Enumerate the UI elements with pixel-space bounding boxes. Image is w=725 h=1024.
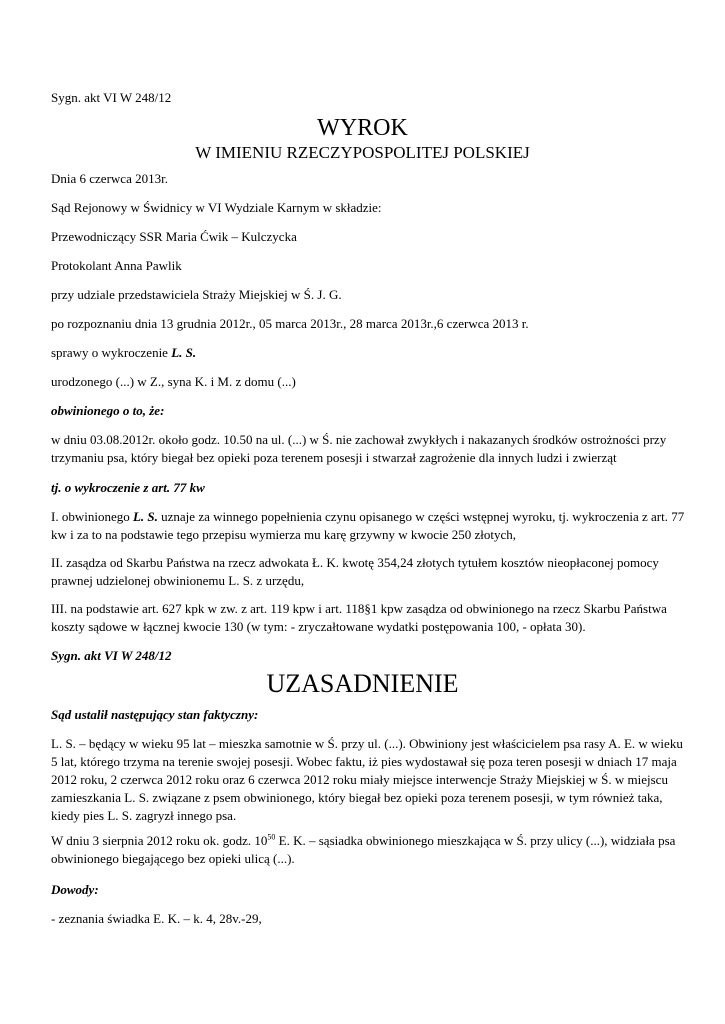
ruling-1-prefix: I. obwinionego bbox=[51, 509, 133, 524]
date-line: Dnia 6 czerwca 2013r. bbox=[51, 171, 168, 186]
facts-2-text: E. K. – sąsiadka obwinionego mieszkająca w Ś. przy ulicy (...), widziała psa obwinionego biegającego bez opieki ulicą (...). bbox=[51, 833, 676, 866]
facts-paragraph-1: L. S. – będący w wieku 95 lat – mieszka samotnie w Ś. przy ul. (...). Obwiniony jest właścicielem psa rasy A. E. w wieku 5 lat, którego trzyma na terenie swojej posesji. Wobec faktu, iż pies wydostawał się poza teren posesji w dniach 17 maja 2012 roku, 2 czerwca 2012 roku oraz 6 czerwca 2012 roku miały miejsce interwencje Straży Miejskiej w Ś. w miejscu zamieszkania L. S. związane z psem obwinionego, który biegał bez opieki poza terenem posesji, w tym również taka, kiedy pies L. S. zagryzł innego psa. bbox=[51, 736, 683, 823]
evidence-item: - zeznania świadka E. K. – k. 4, 28v.-29, bbox=[51, 911, 262, 926]
facts-paragraph-2 bbox=[51, 832, 687, 868]
charge-description: w dniu 03.08.2012r. około godz. 10.50 na ul. (...) w Ś. nie zachował zwykłych i nakazanych środków ostrożności przy trzymaniu psa, który biegał bez opieki poza terenem posesji i stwarzał zagrożenie dla innych ludzi i zwierząt bbox=[51, 432, 667, 465]
ruling-point-2: II. zasądza od Skarbu Państwa na rzecz adwokata Ł. K. kwotę 354,24 złotych tytułem kosztów nieopłaconej pomocy prawnej udzielonej obwinionemu L. S. z urzędu, bbox=[51, 555, 659, 588]
justification-title: UZASADNIENIE bbox=[266, 669, 459, 698]
accused-birth-details: urodzonego (...) w Z., syna K. i M. z domu (...) bbox=[51, 374, 296, 389]
hearing-dates: po rozpoznaniu dnia 13 grudnia 2012r., 05 marca 2013r., 28 marca 2013r.,6 czerwca 2013 r. bbox=[51, 316, 529, 331]
facts-2-superscript: 50 bbox=[267, 832, 276, 842]
facts-heading: Sąd ustalił następujący stan faktyczny: bbox=[51, 707, 259, 722]
court-composition: Sąd Rejonowy w Świdnicy w VI Wydziale Karnym w składzie: bbox=[51, 200, 382, 215]
judgment-title: WYROK bbox=[317, 115, 408, 141]
case-prefix: sprawy o wykroczenie bbox=[51, 345, 172, 360]
accused-heading: obwinionego o to, że: bbox=[51, 403, 165, 418]
ruling-point-3: III. na podstawie art. 627 kpk w zw. z art. 119 kpw i art. 118§1 kpw zasądza od obwinionego na rzecz Skarbu Państwa koszty sądowe w łącznej kwocie 130 (w tym: - zryczałtowane wydatki postępowania 100, - opłata 30). bbox=[51, 601, 667, 634]
article-heading: tj. o wykroczenie z art. 77 kw bbox=[51, 480, 205, 495]
case-signature-2: Sygn. akt VI W 248/12 bbox=[51, 648, 172, 663]
facts-2-prefix: W dniu 3 sierpnia 2012 roku ok. godz. 10 bbox=[51, 833, 268, 848]
case-signature: Sygn. akt VI W 248/12 bbox=[51, 90, 172, 105]
ruling-point-1 bbox=[51, 508, 687, 544]
evidence-heading: Dowody: bbox=[51, 882, 99, 897]
judgment-subtitle: W IMIENIU RZECZYPOSPOLITEJ POLSKIEJ bbox=[195, 143, 530, 162]
case-line bbox=[51, 344, 687, 362]
presiding-judge: Przewodniczący SSR Maria Ćwik – Kulczycka bbox=[51, 229, 297, 244]
accused-name: L. S. bbox=[171, 345, 197, 360]
ruling-1-text: uznaje za winnego popełnienia czynu opisanego w części wstępnej wyroku, tj. wykroczenia z art. 77 kw i za to na podstawie tego przepisu wymierza mu karę grzywny w kwocie 250 złotych, bbox=[51, 509, 685, 542]
ruling-1-name: L. S. bbox=[132, 509, 158, 524]
clerk: Protokolant Anna Pawlik bbox=[51, 258, 182, 273]
representative-line: przy udziale przedstawiciela Straży Miejskiej w Ś. J. G. bbox=[51, 287, 342, 302]
